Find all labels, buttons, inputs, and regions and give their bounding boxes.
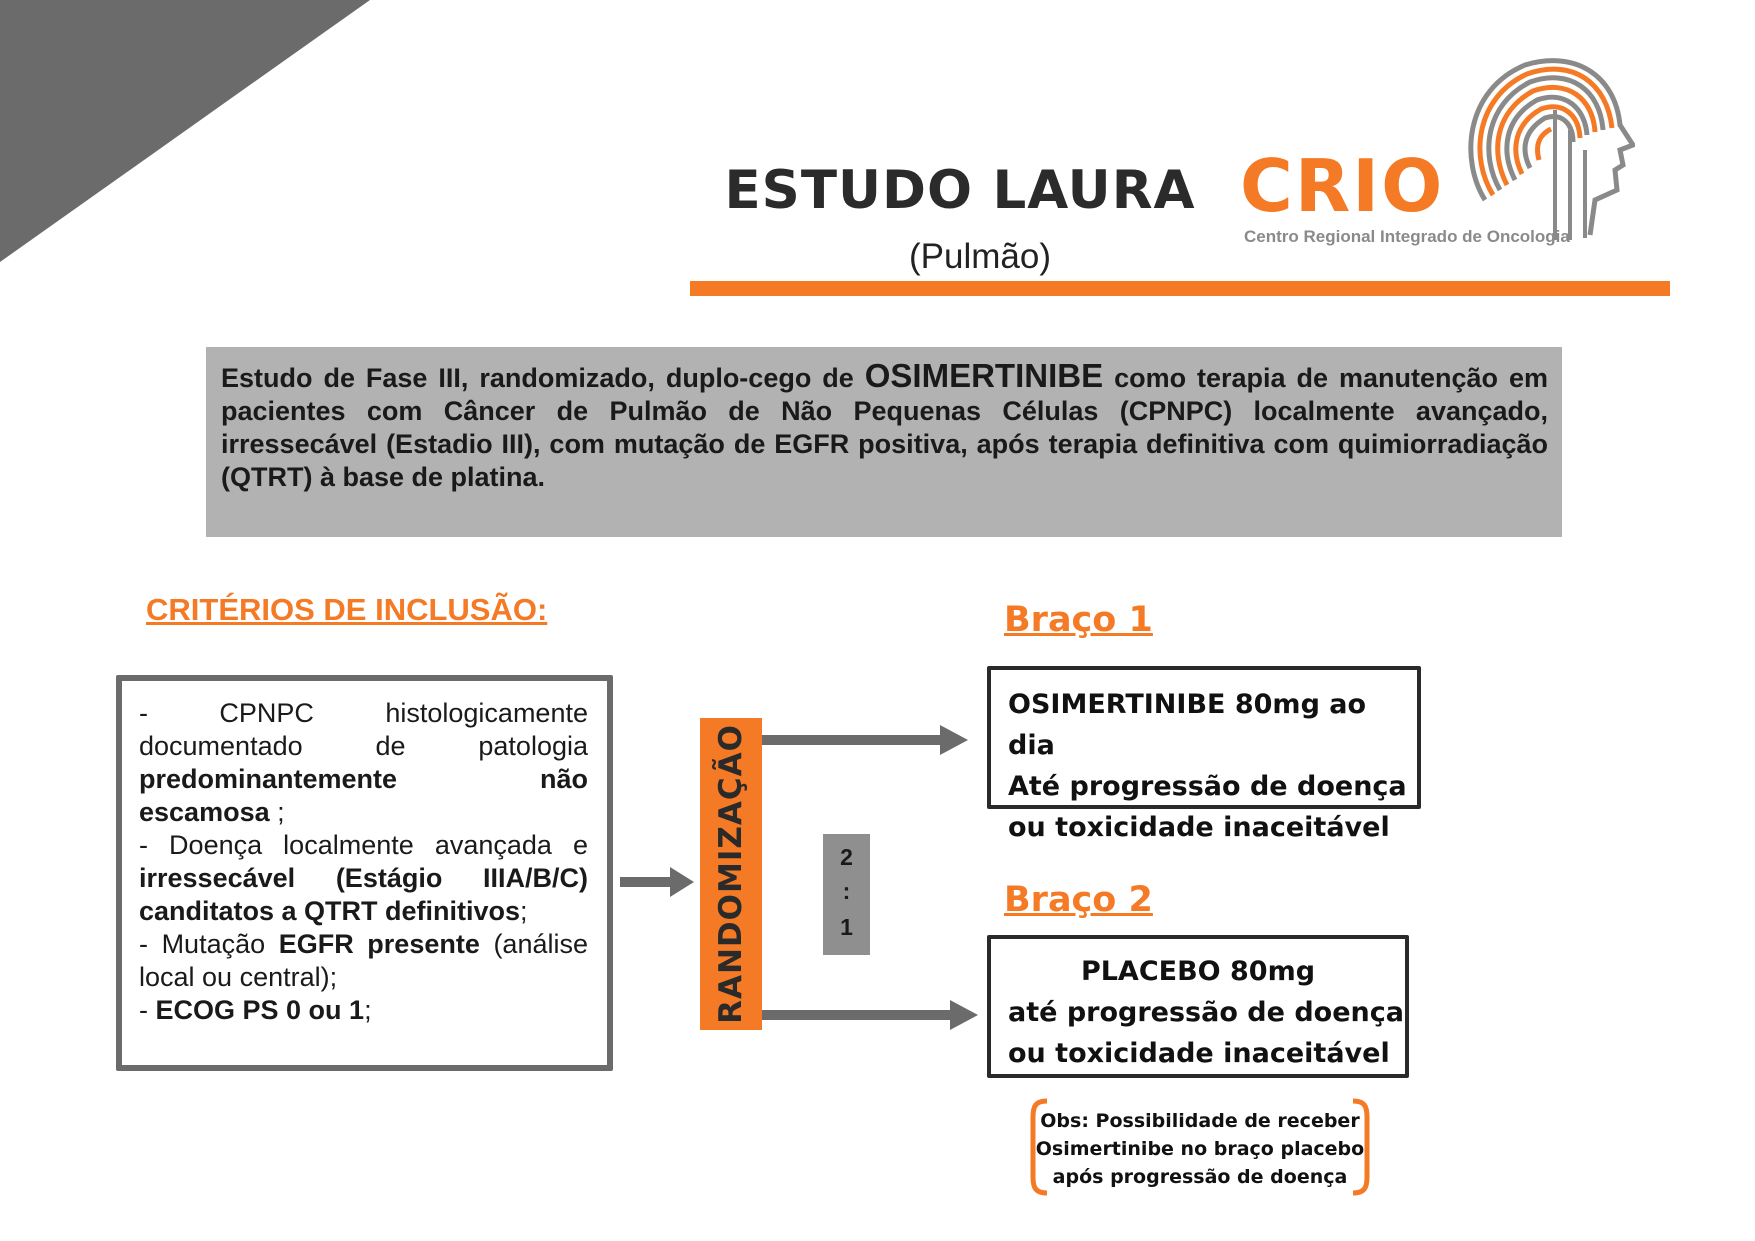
criteria-heading: CRITÉRIOS DE INCLUSÃO:	[146, 592, 548, 627]
arrow-to-arm2	[762, 1000, 978, 1030]
arm1-line1: OSIMERTINIBE 80mg ao dia	[1008, 689, 1367, 761]
criteria-text: ;	[520, 896, 528, 926]
ratio-separator: :	[842, 878, 851, 904]
ratio-box	[823, 834, 870, 955]
arm2-line3: ou toxicidade inaceitável	[1008, 1038, 1390, 1069]
arm2-line1: PLACEBO 80mg	[1080, 956, 1316, 987]
summary-part1: Estudo de Fase III, randomizado, duplo-cego de	[221, 363, 865, 393]
criteria-text: - CPNPC histologicamente documentado de patologia	[139, 698, 588, 761]
criteria-emphasis: EGFR presente	[278, 929, 480, 959]
criteria-emphasis: ECOG PS 0 ou 1	[155, 995, 365, 1025]
criteria-emphasis: irressecável (Estágio IIIA/B/C) canditatos a QTRT definitivos	[139, 863, 588, 926]
ratio-bottom: 1	[840, 914, 853, 940]
arm2-line2: até progressão de doença	[1008, 997, 1404, 1028]
arm1-label: Braço 1	[1004, 600, 1153, 640]
arm1-box	[987, 666, 1421, 843]
arrow-to-randomization	[620, 867, 694, 897]
arm2-label: Braço 2	[1004, 880, 1153, 920]
criteria-text: (análise local ou central);	[139, 929, 588, 992]
note-text	[1025, 1107, 1375, 1191]
summary-drug: OSIMERTINIBE	[864, 357, 1104, 394]
note-line1: Obs: Possibilidade de receber	[1040, 1110, 1360, 1132]
logo-tagline: Centro Regional Integrado de Oncologia	[1244, 227, 1570, 246]
note-line3: após progressão de doença	[1052, 1166, 1348, 1188]
summary-part2: como terapia de manutenção em pacientes com Câncer de Pulmão de Não Pequenas Células (CPNPC) localmente avançado, irressecável (Estadio III), com mutação de EGFR positiva, após terapia definitiva com quimiorradiação (QTRT) à base de platina.	[221, 363, 1548, 492]
criteria-text: - Doença localmente avançada e	[139, 830, 588, 860]
page-subtitle: (Pulmão)	[909, 237, 1051, 276]
ratio-top: 2	[840, 844, 853, 870]
arm1-line2: Até progressão de doença	[1008, 771, 1407, 802]
criteria-text: - Mutação	[139, 929, 279, 959]
arm1-line3: ou toxicidade inaceitável	[1008, 812, 1390, 843]
criteria-emphasis: predominantemente não escamosa	[139, 764, 588, 827]
randomization-label: RANDOMIZAÇÃO	[713, 724, 749, 1024]
observation-note	[1025, 1097, 1375, 1197]
arm2-box	[987, 935, 1409, 1078]
note-line2: Osimertinibe no braço placebo	[1035, 1138, 1365, 1160]
logo-word: CRIO	[1240, 144, 1445, 228]
page-title: ESTUDO LAURA	[724, 160, 1196, 221]
criteria-text: ;	[269, 797, 285, 827]
criteria-text: ;	[364, 995, 372, 1025]
arrow-to-arm1	[762, 725, 968, 755]
criteria-text: -	[139, 995, 156, 1025]
